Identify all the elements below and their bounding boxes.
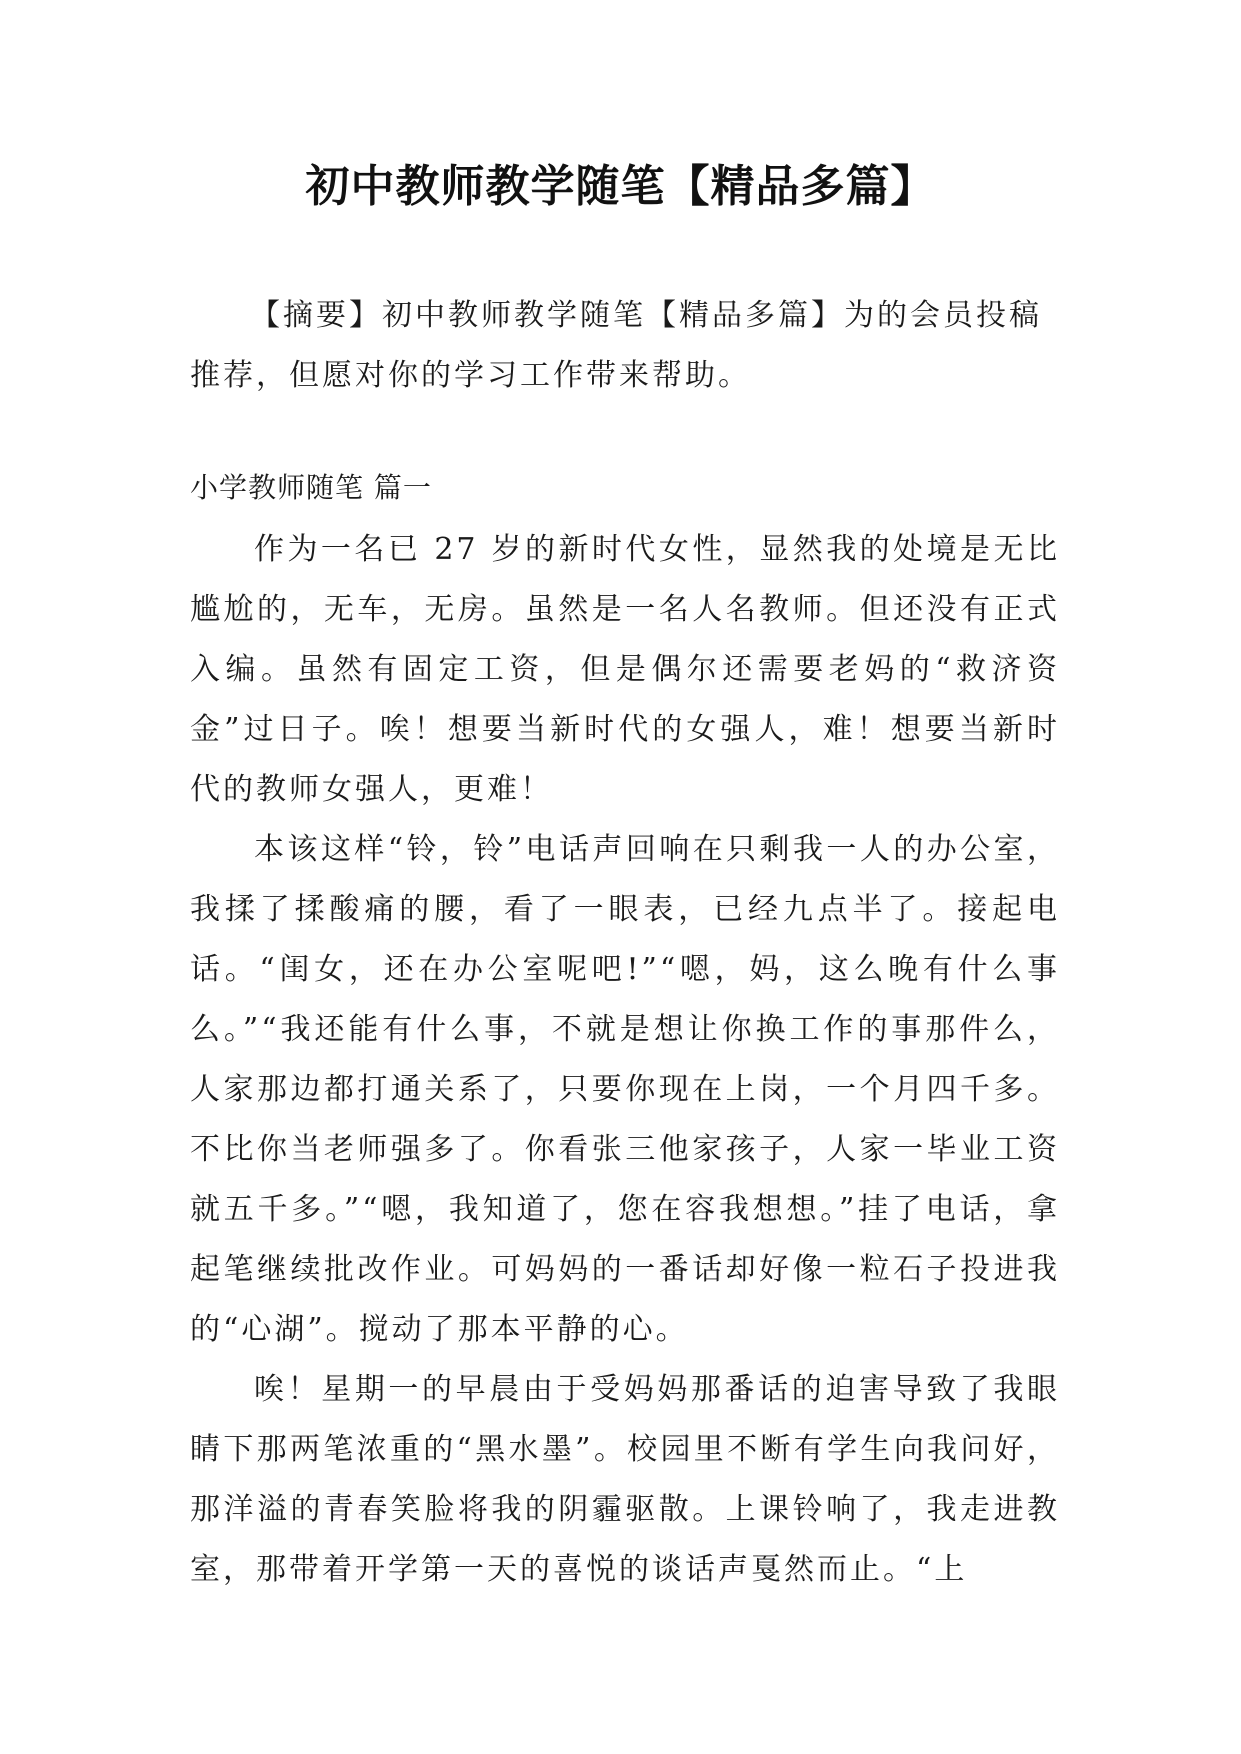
document-body: [190, 520, 1060, 1600]
body-paragraph-1: 作为一名已 27 岁的新时代女性，显然我的处境是无比尴尬的，无车，无房。虽然是一名人名教师。但还没有正式入编。虽然有固定工资，但是偶尔还需要老妈的“救济资金”过日子。唉！想要当新时代的女强人，难！想要当新时代的教师女强人，更难！: [190, 532, 1060, 807]
body-paragraph-2: 本该这样“铃，铃”电话声回响在只剩我一人的办公室，我揉了揉酸痛的腰，看了一眼表，已经九点半了。接起电话。“闺女，还在办公室呢吧!”“嗯，妈，这么晚有什么事么。”“我还能有什么事，不就是想让你换工作的事那件么，人家那边都打通关系了，只要你现在上岗，一个月四千多。不比你当老师强多了。你看张三他家孩子，人家一毕业工资就五千多。”“嗯，我知道了，您在容我想想。”挂了电话，拿起笔继续批改作业。可妈妈的一番话却好像一粒石子投进我的“心湖”。搅动了那本平静的心。: [190, 832, 1060, 1347]
section-heading: 小学教师随笔 篇一: [190, 471, 432, 504]
document-title: 初中教师教学随笔【精品多篇】: [305, 161, 936, 212]
abstract-paragraph: 【摘要】初中教师教学随笔【精品多篇】为的会员投稿推荐，但愿对你的学习工作带来帮助。: [190, 298, 1042, 393]
body-paragraph-3: 唉！星期一的早晨由于受妈妈那番话的迫害导致了我眼睛下那两笔浓重的“黑水墨”。校园里不断有学生向我问好，那洋溢的青春笑脸将我的阴霾驱散。上课铃响了，我走进教室，那带着开学第一天的喜悦的谈话声戛然而止。“上: [190, 1372, 1060, 1587]
